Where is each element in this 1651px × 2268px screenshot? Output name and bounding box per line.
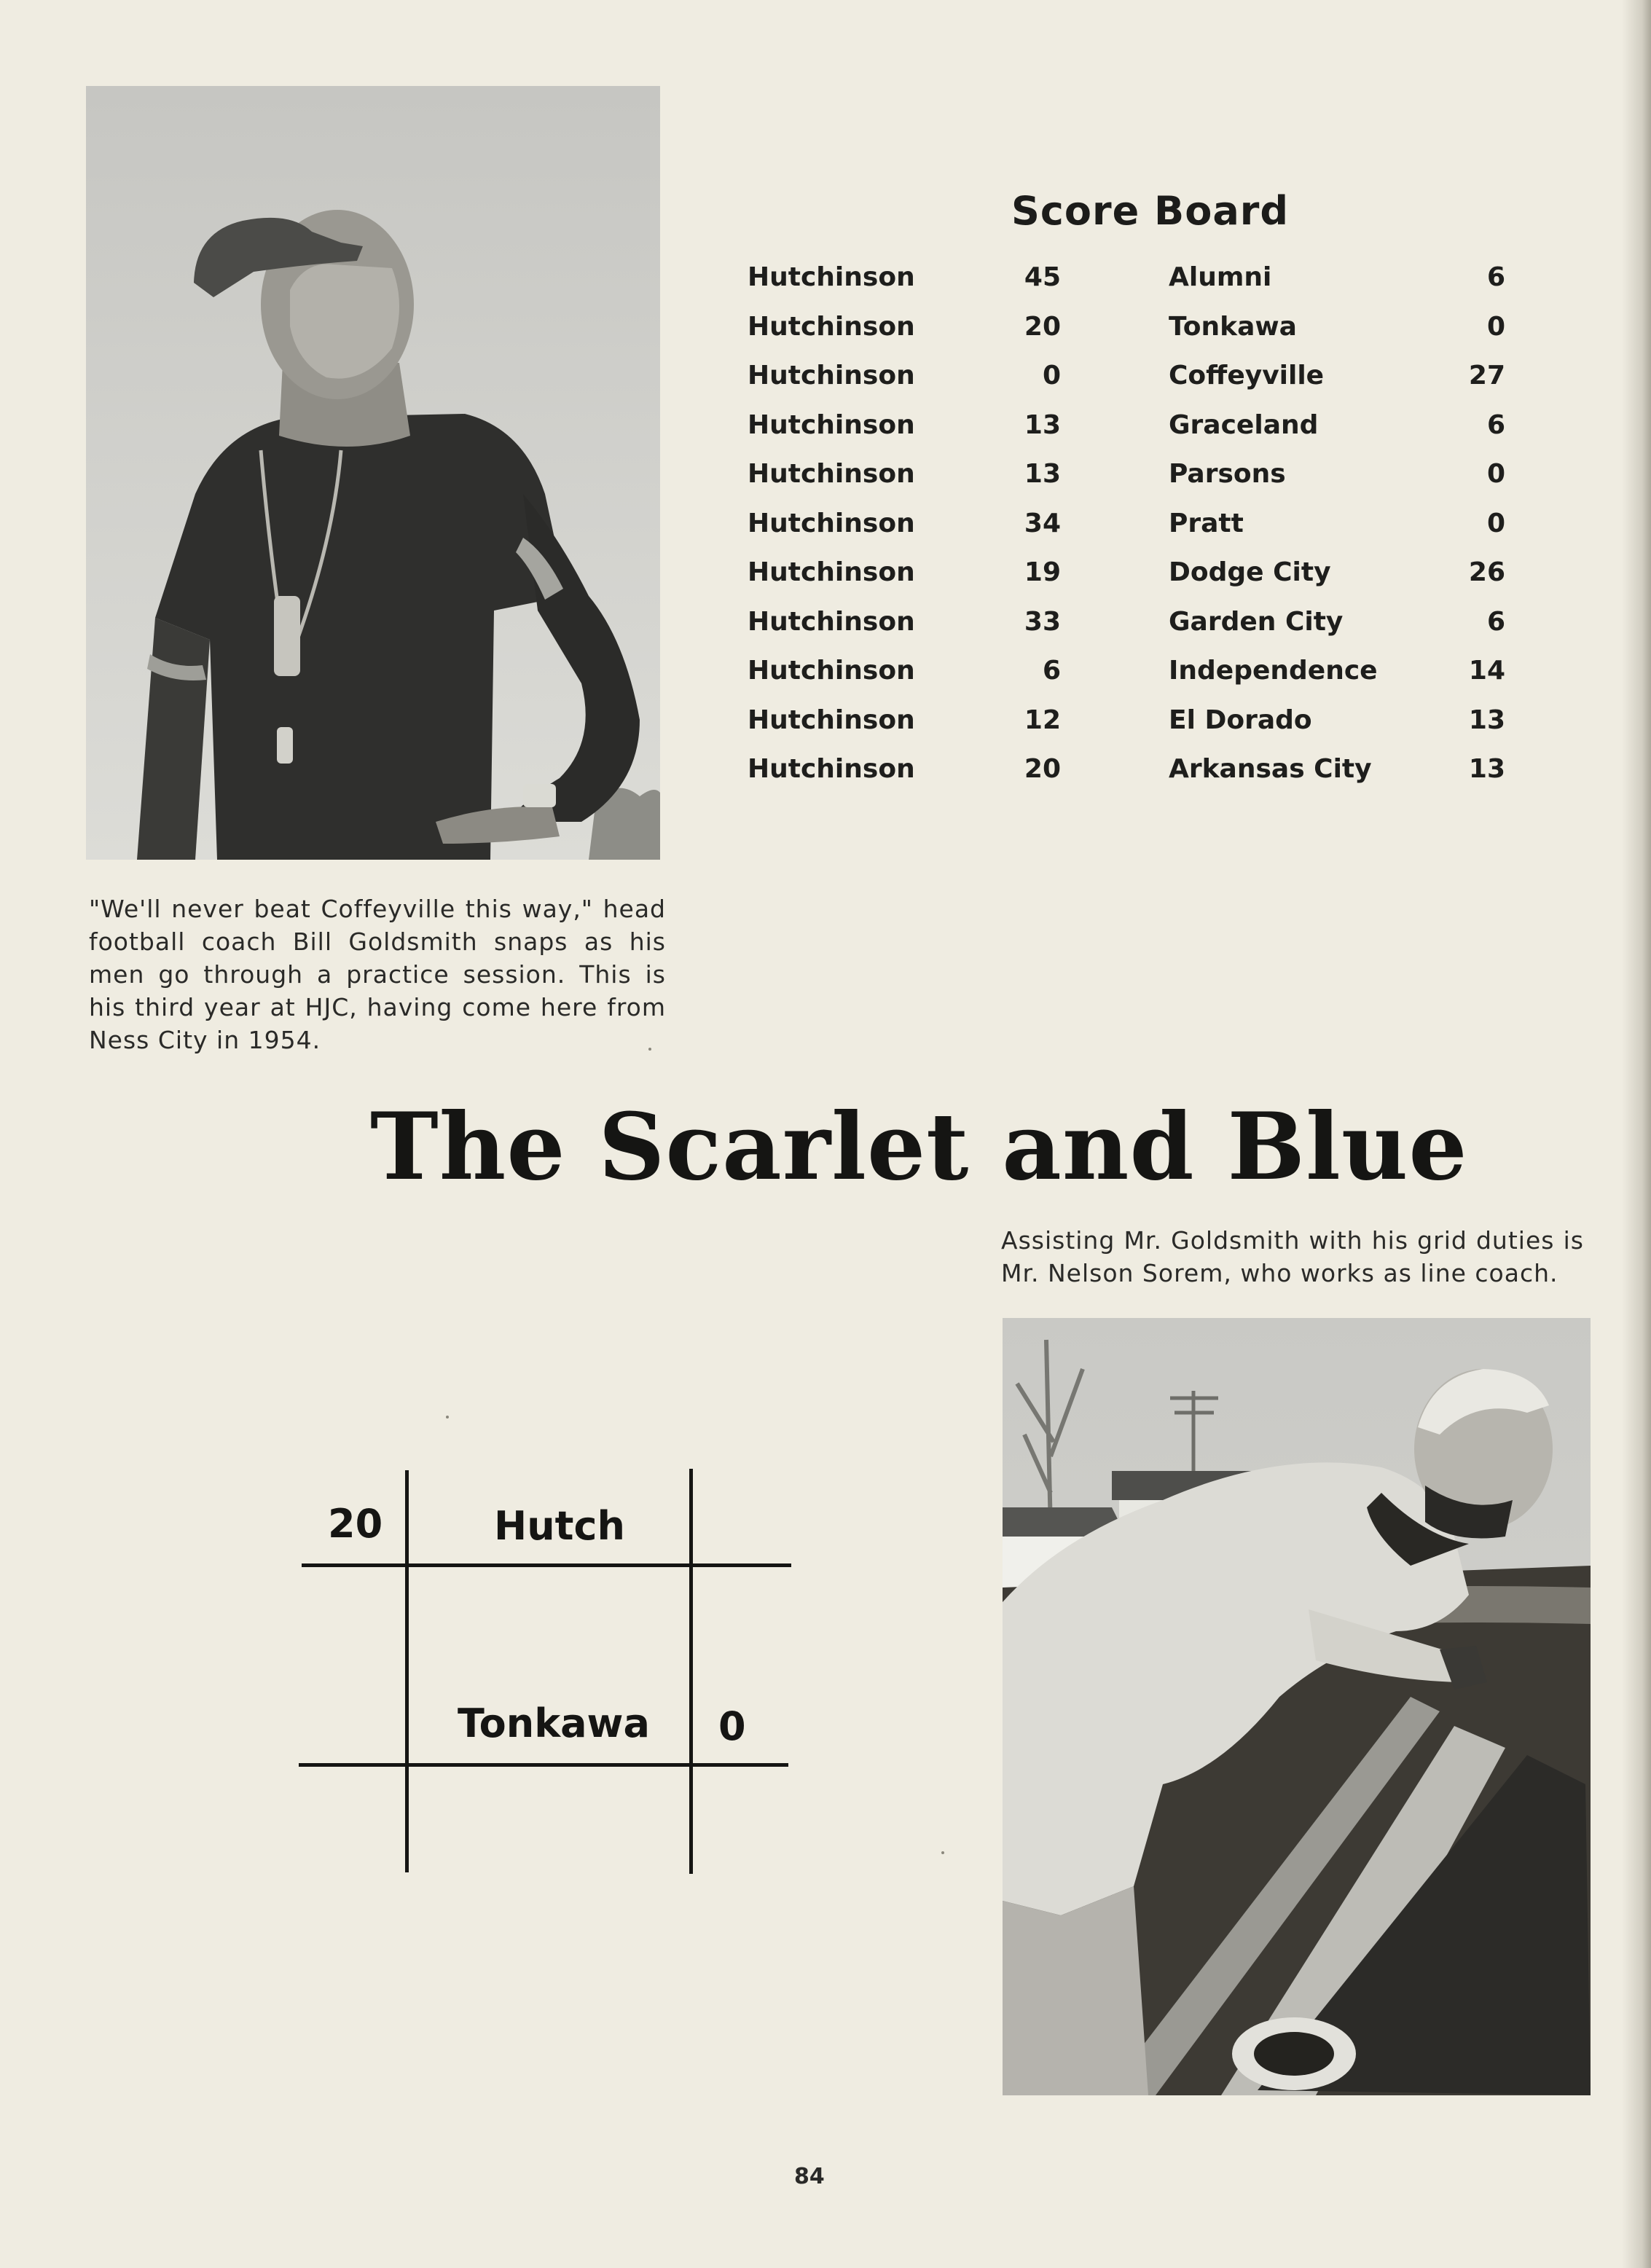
opponent-team: Alumni [1169,262,1272,292]
coach-photo-caption: "We'll never beat Coffeyville this way," head football coach Bill Goldsmith snaps as his men go through a practice session. This is his third year at HJC, having come here from Ness City in 1954. [89,895,666,1054]
home-team: Hutchinson [748,656,915,686]
home-score: 33 [1024,606,1061,637]
away-score: 0 [718,1703,746,1749]
opponent-team: Arkansas City [1169,754,1372,784]
home-team: Hutchinson [748,311,915,342]
page-number: 84 [794,2164,825,2189]
opponent-team: Garden City [1169,606,1344,637]
opponent-team: Coffeyville [1169,361,1325,391]
scoreboard-row [746,557,1527,607]
opponent-score: 6 [1486,262,1505,292]
grid-line-vertical-right [689,1469,693,1874]
grid-line-vertical-left [405,1470,409,1872]
opponent-score: 0 [1486,311,1505,342]
home-score: 12 [1024,705,1061,735]
scoreboard-row [746,607,1527,656]
home-team: Hutchinson [748,606,915,637]
opponent-team: Dodge City [1169,557,1331,587]
home-team-label: Hutch [494,1503,625,1549]
opponent-score: 6 [1486,606,1505,637]
scoreboard-row [746,410,1527,460]
opponent-score: 27 [1468,361,1505,391]
home-team: Hutchinson [748,409,915,440]
home-team: Hutchinson [748,262,915,292]
opponent-team: Graceland [1169,409,1319,440]
opponent-score: 0 [1486,459,1505,489]
home-team: Hutchinson [748,459,915,489]
home-team: Hutchinson [748,705,915,735]
scoreboard-row [746,656,1527,705]
scoreboard-row [746,312,1527,361]
home-score: 13 [1024,459,1061,489]
away-team-label: Tonkawa [458,1700,650,1746]
page-title: The Scarlet and Blue [370,1093,1468,1201]
opponent-score: 0 [1486,508,1505,538]
line-coach-sorem-photo [1003,1318,1591,2095]
scoreboard-row [746,459,1527,509]
scoreboard-row [746,705,1527,755]
line-coach-photo-caption: Assisting Mr. Goldsmith with his grid duties is Mr. Nelson Sorem, who works as line coach. [1001,1226,1584,1287]
scoreboard-row [746,262,1527,312]
home-team: Hutchinson [748,508,915,538]
home-score: 20 [328,1501,383,1547]
home-score: 6 [1042,656,1061,686]
scoreboard-row [746,361,1527,410]
home-score: 20 [1024,311,1061,342]
tictactoe-score-graphic [291,1464,801,1887]
opponent-team: Tonkawa [1169,311,1297,342]
opponent-score: 26 [1468,557,1505,587]
grid-line-horizontal-bottom [299,1763,788,1767]
opponent-team: Parsons [1169,459,1286,489]
coach-goldsmith-photo [86,86,660,860]
opponent-score: 13 [1468,754,1505,784]
scoreboard-row [746,754,1527,804]
opponent-score: 6 [1486,409,1505,440]
home-score: 19 [1024,557,1061,587]
home-score: 45 [1024,262,1061,292]
home-team: Hutchinson [748,754,915,784]
paper-speck [941,1851,944,1854]
scoreboard-table [746,262,1527,804]
home-score: 13 [1024,409,1061,440]
page-edge-shadow [1622,0,1651,2268]
opponent-team: Pratt [1169,508,1244,538]
opponent-score: 13 [1468,705,1505,735]
paper-speck [446,1416,449,1419]
scoreboard-row [746,509,1527,558]
scoreboard-title: Score Board [1011,188,1290,234]
paper-speck [648,1048,651,1051]
home-score: 34 [1024,508,1061,538]
home-team: Hutchinson [748,557,915,587]
home-score: 20 [1024,754,1061,784]
home-team: Hutchinson [748,361,915,391]
grid-line-horizontal-top [302,1563,791,1567]
opponent-team: Independence [1169,656,1378,686]
opponent-team: El Dorado [1169,705,1312,735]
home-score: 0 [1042,361,1061,391]
opponent-score: 14 [1468,656,1505,686]
